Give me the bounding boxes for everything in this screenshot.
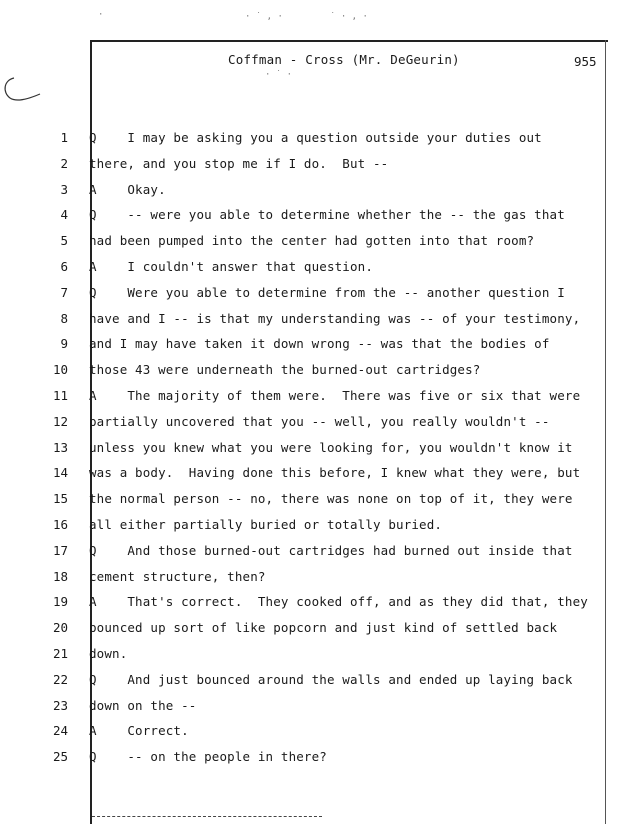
- line-number: 15: [52, 491, 68, 506]
- transcript-line: all either partially buried or totally buried.: [89, 517, 443, 532]
- line-number: 4: [60, 207, 68, 222]
- line-number: 8: [60, 311, 68, 326]
- line-number: 18: [52, 569, 68, 584]
- scan-speck: ·: [98, 10, 104, 20]
- transcript-line: A I couldn't answer that question.: [89, 259, 373, 274]
- transcript-line: there, and you stop me if I do. But --: [89, 156, 389, 171]
- scan-speck: ˙ · ‚ ·: [330, 12, 368, 22]
- line-number: 14: [52, 465, 68, 480]
- transcript-line: Q -- were you able to determine whether the -- the gas that: [89, 207, 565, 222]
- line-number: 5: [60, 233, 68, 248]
- transcript-line: was a body. Having done this before, I knew what they were, but: [89, 465, 581, 480]
- line-number: 24: [52, 723, 68, 738]
- transcript-line: Q I may be asking you a question outside your duties out: [89, 130, 542, 145]
- transcript-line: A Okay.: [89, 182, 166, 197]
- transcript-line: Q And those burned-out cartridges had burned out inside that: [89, 543, 573, 558]
- transcript-line: and I may have taken it down wrong -- was that the bodies of: [89, 336, 550, 351]
- page-number: 955: [574, 54, 597, 69]
- page-header: Coffman - Cross (Mr. DeGeurin): [228, 52, 460, 67]
- page-border-top: [92, 40, 608, 42]
- line-number: 13: [52, 440, 68, 455]
- line-number: 3: [60, 182, 68, 197]
- line-number: 10: [52, 362, 68, 377]
- line-number: 23: [52, 698, 68, 713]
- line-number: 16: [52, 517, 68, 532]
- transcript-line: the normal person -- no, there was none on top of it, they were: [89, 491, 573, 506]
- scan-speck: · ˙ ‚ ·: [245, 12, 283, 22]
- transcript-line: down on the --: [89, 698, 197, 713]
- transcript-line: A The majority of them were. There was five or six that were: [89, 388, 581, 403]
- scan-speck: · ˙ ·: [265, 70, 293, 80]
- margin-scribble: [0, 74, 46, 114]
- transcript-line: Q And just bounced around the walls and ended up laying back: [89, 672, 573, 687]
- line-number: 17: [52, 543, 68, 558]
- line-number: 6: [60, 259, 68, 274]
- page-border-right: [605, 40, 606, 824]
- line-number: 7: [60, 285, 68, 300]
- line-number: 9: [60, 336, 68, 351]
- page-border-bottom: [92, 816, 322, 817]
- transcript-line: unless you knew what you were looking for, you wouldn't know it: [89, 440, 573, 455]
- line-number: 12: [52, 414, 68, 429]
- transcript-line: A Correct.: [89, 723, 189, 738]
- transcript-line: have and I -- is that my understanding was -- of your testimony,: [89, 311, 581, 326]
- transcript-line: had been pumped into the center had gotten into that room?: [89, 233, 535, 248]
- transcript-line: cement structure, then?: [89, 569, 266, 584]
- transcript-line: partially uncovered that you -- well, you really wouldn't --: [89, 414, 550, 429]
- line-number: 19: [52, 594, 68, 609]
- line-number: 20: [52, 620, 68, 635]
- transcript-line: A That's correct. They cooked off, and as they did that, they: [89, 594, 588, 609]
- transcript-line: Q -- on the people in there?: [89, 749, 327, 764]
- line-number: 1: [60, 130, 68, 145]
- transcript-line: those 43 were underneath the burned-out cartridges?: [89, 362, 481, 377]
- transcript-line: bounced up sort of like popcorn and just kind of settled back: [89, 620, 558, 635]
- line-number: 25: [52, 749, 68, 764]
- transcript-line: down.: [89, 646, 128, 661]
- transcript-line: Q Were you able to determine from the -- another question I: [89, 285, 565, 300]
- line-number: 11: [52, 388, 68, 403]
- line-number: 21: [52, 646, 68, 661]
- line-number: 2: [60, 156, 68, 171]
- line-number: 22: [52, 672, 68, 687]
